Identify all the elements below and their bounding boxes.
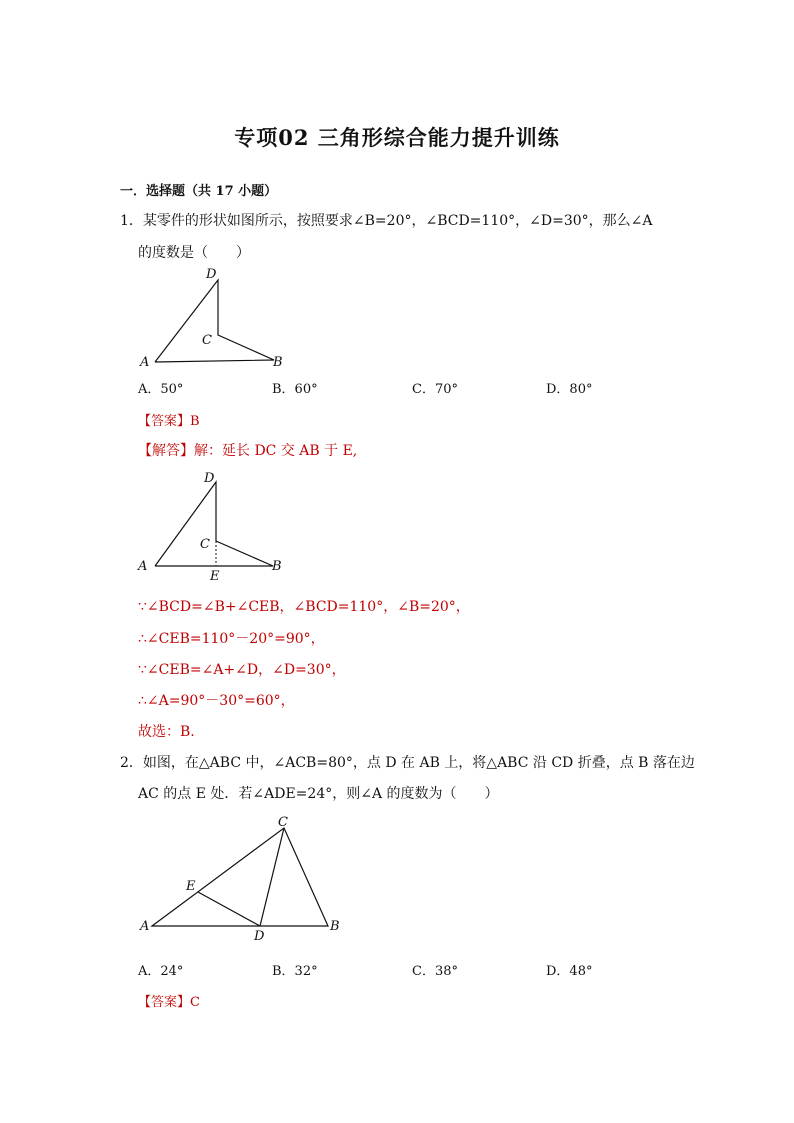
- q1-step-3: ∵∠CEB=∠A+∠D，∠D=30°，: [138, 662, 346, 678]
- page-title: 专项02 三角形综合能力提升训练: [234, 125, 560, 150]
- q1s-label-d: D: [204, 471, 215, 486]
- q1-label-d: D: [206, 267, 217, 282]
- q1-step-5: 故选：B.: [138, 724, 195, 740]
- section-heading: 一．选择题（共 17 小题）: [120, 184, 278, 199]
- q1-solution-text: 解：延长 DC 交 AB 于 E,: [194, 443, 358, 459]
- q2-label-e: E: [186, 879, 196, 894]
- q1-step-2: ∴∠CEB=110°－20°=90°，: [138, 631, 325, 647]
- q1-label-a: A: [140, 355, 150, 370]
- q1-option-a: A．50°: [138, 382, 184, 397]
- q1s-label-c: C: [200, 537, 210, 552]
- q1-solution-figure: [130, 468, 300, 583]
- q2-label-c: C: [278, 815, 288, 830]
- q1-answer-tag: 【答案】: [138, 414, 191, 429]
- q1s-label-e: E: [210, 569, 220, 583]
- q1-option-c: C．70°: [412, 382, 458, 397]
- q1-answer: [138, 410, 200, 429]
- q1-option-d: D．80°: [546, 382, 593, 397]
- q2-option-b: B．32°: [272, 964, 318, 979]
- q2-option-a: A．24°: [138, 964, 184, 979]
- q1-solution-shape: [155, 482, 273, 566]
- q2-option-d: D．48°: [546, 964, 593, 979]
- q2-stem-line1: 2．如图，在△ABC 中，∠ACB=80°，点 D 在 AB 上，将△ABC 沿 CD 折叠，点 B 落在边: [120, 755, 695, 771]
- q2-stem-line2: AC 的点 E 处．若∠ADE=24°，则∠A 的度数为（ ）: [138, 786, 499, 802]
- q2-answer-value: C: [190, 995, 200, 1010]
- q2-answer: [138, 991, 200, 1010]
- q2-option-c: C．38°: [412, 964, 458, 979]
- q1s-label-b: B: [272, 559, 282, 574]
- q1-step-1: ∵∠BCD=∠B+∠CEB，∠BCD=110°，∠B=20°，: [138, 599, 470, 615]
- q1-figure-shape: [155, 280, 274, 362]
- q1-stem-line2: 的度数是（ ）: [138, 245, 250, 261]
- q1-figure: [130, 262, 300, 372]
- q1-label-b: B: [273, 355, 283, 370]
- q2-figure: [130, 808, 360, 948]
- q2-label-d: D: [254, 929, 265, 944]
- q1-answer-value: B: [190, 414, 200, 429]
- q1s-label-a: A: [138, 559, 148, 574]
- q2-answer-tag: 【答案】: [138, 995, 191, 1010]
- q2-triangle-abc: [152, 828, 328, 926]
- q1-solution-intro: [138, 440, 357, 460]
- q1-option-b: B．60°: [272, 382, 318, 397]
- q2-segment-de: [198, 892, 260, 926]
- q1-step-4: ∴∠A=90°－30°=60°，: [138, 693, 295, 709]
- q1-stem-line1: 1．某零件的形状如图所示，按照要求∠B=20°，∠BCD=110°，∠D=30°，那么∠A: [120, 213, 653, 229]
- q1-label-c: C: [202, 333, 212, 348]
- q1-solution-tag: 【解答】: [138, 443, 194, 459]
- q2-label-a: A: [140, 919, 150, 934]
- q2-label-b: B: [330, 919, 340, 934]
